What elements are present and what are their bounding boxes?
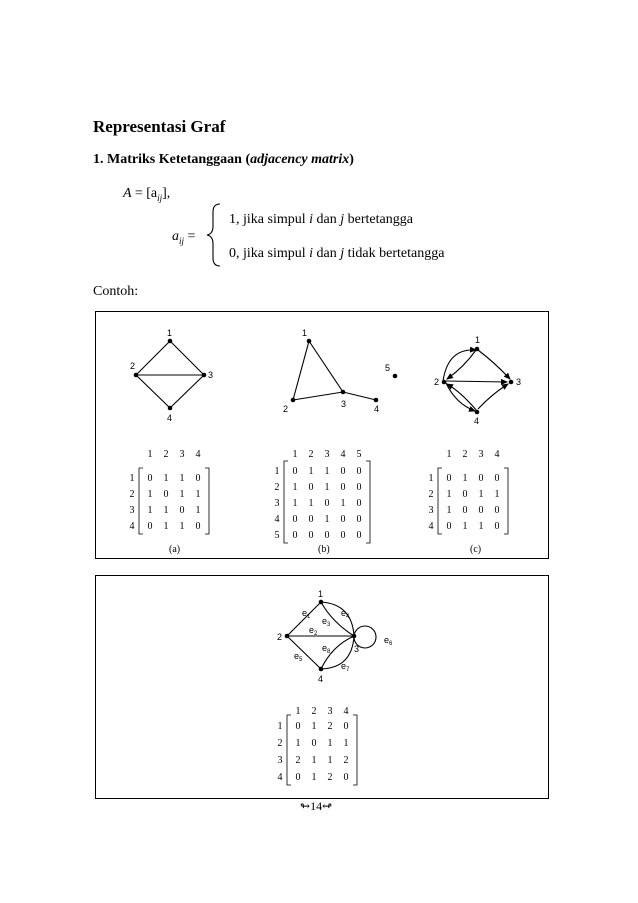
node <box>341 390 346 395</box>
matrix-cell: 2 <box>327 772 333 783</box>
matrix-cell: 0 <box>295 721 301 732</box>
matrix-cell: 0 <box>340 530 346 541</box>
matrix-cell: 1 <box>163 473 169 484</box>
section-name: Matriks Ketetanggaan <box>107 152 242 167</box>
edge-label: $e_5$ <box>294 651 303 663</box>
matrix-col-label: 3 <box>324 449 330 460</box>
matrix-cell: 0 <box>195 473 201 484</box>
node <box>319 667 324 672</box>
node <box>168 406 173 411</box>
matrix-cell: 1 <box>324 514 330 525</box>
matrix-row-label: 2 <box>274 482 280 493</box>
edge-label: $e_4$ <box>341 608 350 620</box>
matrix-col-label: 2 <box>311 706 317 717</box>
matrix-cell: 1 <box>292 482 298 493</box>
matrix-cell: 1 <box>179 521 185 532</box>
matrix-bracket-right <box>366 461 370 543</box>
matrix-cell: 0 <box>311 738 317 749</box>
node <box>319 600 324 605</box>
matrix-cell: 1 <box>494 489 500 500</box>
page-title: Representasi Graf <box>93 117 226 136</box>
matrix-cell: 0 <box>179 505 185 516</box>
node-label: 1 <box>302 328 308 338</box>
matrix-bracket-right <box>504 468 508 534</box>
matrix-cell: 0 <box>324 498 330 509</box>
matrix-cell: 1 <box>478 521 484 532</box>
node-label: 3 <box>516 377 522 387</box>
matrix-cell: 0 <box>292 514 298 525</box>
matrix-cell: 0 <box>462 505 468 516</box>
matrix-cell: 1 <box>324 466 330 477</box>
matrix-row-label: 2 <box>428 489 434 500</box>
matrix-row-label: 4 <box>277 772 283 783</box>
matrix-cell: 0 <box>292 466 298 477</box>
node-label: 5 <box>385 363 391 373</box>
node <box>509 380 514 385</box>
matrix-cell: 0 <box>308 514 314 525</box>
section-english: adjacency matrix <box>250 152 350 167</box>
node <box>285 634 290 639</box>
matrix-cell: 1 <box>163 521 169 532</box>
node-label: 3 <box>354 644 360 654</box>
node <box>291 398 296 403</box>
matrix-cell: 0 <box>163 489 169 500</box>
matrix-col-label: 2 <box>308 449 314 460</box>
node-label: 2 <box>434 377 440 387</box>
matrix-row-label: 3 <box>129 505 135 516</box>
matrix-cell: 0 <box>340 482 346 493</box>
matrix-cell: 1 <box>327 755 333 766</box>
matrix-cell: 0 <box>356 514 362 525</box>
matrix-cell: 1 <box>147 489 153 500</box>
node-label: 1 <box>167 328 173 338</box>
matrix-cell: 1 <box>478 489 484 500</box>
node-label: 2 <box>283 404 289 414</box>
example-label: Contoh: <box>93 284 139 299</box>
node-label: 1 <box>318 589 324 599</box>
matrix-cell: 2 <box>327 721 333 732</box>
caption-b: (b) <box>318 544 330 555</box>
matrix-cell: 0 <box>494 521 500 532</box>
section-heading: 1. Matriks Ketetanggaan (adjacency matrix) <box>93 152 354 167</box>
node-label: 4 <box>474 416 480 426</box>
case-zero: 0, jika simpul i dan j tidak bertetangga <box>229 246 445 261</box>
matrix-a <box>130 449 210 534</box>
matrix-cell: 0 <box>494 505 500 516</box>
matrix-cell: 0 <box>147 473 153 484</box>
matrix-col-label: 4 <box>340 449 346 460</box>
matrix-cell: 0 <box>356 498 362 509</box>
matrix-cell: 1 <box>324 482 330 493</box>
matrix-cell: 2 <box>295 755 301 766</box>
matrix-cell: 1 <box>179 489 185 500</box>
matrix-cell: 1 <box>195 505 201 516</box>
matrix-cell: 2 <box>343 755 349 766</box>
matrix-cell: 0 <box>308 482 314 493</box>
matrix-row-label: 1 <box>129 473 135 484</box>
matrix-col-label: 1 <box>446 449 452 460</box>
matrix-col-label: 3 <box>327 706 333 717</box>
matrix-cell: 1 <box>295 738 301 749</box>
element-definition: $a_{ij}$ = <box>172 229 196 246</box>
matrix-col-label: 4 <box>494 449 500 460</box>
node-label: 3 <box>208 370 214 380</box>
matrix-cell: 1 <box>308 466 314 477</box>
matrix-bracket-left <box>438 468 442 534</box>
matrix-cell: 0 <box>478 505 484 516</box>
matrix-col-label: 1 <box>292 449 298 460</box>
matrix-row-label: 4 <box>428 521 434 532</box>
node <box>393 374 398 379</box>
matrix-cell: 0 <box>356 466 362 477</box>
matrix-col-label: 1 <box>147 449 153 460</box>
edge-label: $e_7$ <box>341 661 350 673</box>
matrix-cell: 0 <box>195 521 201 532</box>
matrix-cell: 0 <box>340 514 346 525</box>
matrix-cell: 0 <box>446 521 452 532</box>
graph-c <box>443 350 510 411</box>
matrix-cell: 1 <box>147 505 153 516</box>
matrix-cell: 0 <box>478 473 484 484</box>
matrix-b <box>275 449 371 543</box>
page-number: ↬14↫ <box>300 799 333 813</box>
edge-label: $e_8$ <box>322 643 331 655</box>
matrix-cell: 1 <box>195 489 201 500</box>
matrix-row-label: 2 <box>129 489 135 500</box>
matrix-row-label: 5 <box>274 530 280 541</box>
edge-label: $e_1$ <box>302 608 311 620</box>
matrix-cell: 0 <box>292 530 298 541</box>
node-label: 1 <box>475 335 481 345</box>
matrix-cell: 1 <box>327 738 333 749</box>
example-box-2 <box>95 575 549 799</box>
matrix-col-label: 2 <box>163 449 169 460</box>
node <box>134 373 139 378</box>
matrix-col-label: 4 <box>343 706 349 717</box>
matrix-cell: 0 <box>340 466 346 477</box>
matrix-cell: 1 <box>308 498 314 509</box>
matrix-cell: 0 <box>446 473 452 484</box>
matrix-bracket-right <box>205 468 209 534</box>
matrix-cell: 1 <box>163 505 169 516</box>
matrix-row-label: 1 <box>274 466 280 477</box>
matrix-cell: 0 <box>462 489 468 500</box>
matrix-bracket-left <box>287 715 291 785</box>
matrix-cell: 0 <box>147 521 153 532</box>
matrix-bracket-left <box>139 468 143 534</box>
matrix-definition: $A = [a_{ij}]$, <box>123 186 171 203</box>
section-number: 1. <box>93 152 104 167</box>
node <box>168 339 173 344</box>
matrix-bracket-left <box>284 461 288 543</box>
matrix-cell: 0 <box>324 530 330 541</box>
matrix-col-label: 5 <box>356 449 362 460</box>
matrix-col-label: 4 <box>195 449 201 460</box>
case-one: 1, jika simpul i dan j bertetangga <box>229 212 413 227</box>
matrix-cell: 0 <box>295 772 301 783</box>
matrix-row-label: 3 <box>428 505 434 516</box>
matrix-cell: 0 <box>356 482 362 493</box>
edge-label: $e_3$ <box>322 616 331 628</box>
matrix-cell: 0 <box>308 530 314 541</box>
matrix-row-label: 1 <box>428 473 434 484</box>
matrix-row-label: 3 <box>277 755 283 766</box>
matrix-c <box>429 449 509 534</box>
matrix-cell: 1 <box>311 772 317 783</box>
matrix-cell: 1 <box>446 489 452 500</box>
matrix-cell: 1 <box>446 505 452 516</box>
matrix-cell: 0 <box>494 473 500 484</box>
node <box>202 373 207 378</box>
node-label: 3 <box>341 399 347 409</box>
graph-b <box>293 341 376 400</box>
node <box>352 634 357 639</box>
multigraph <box>96 576 548 798</box>
node <box>475 410 480 415</box>
matrix-cell: 0 <box>343 721 349 732</box>
matrix-cell: 1 <box>311 755 317 766</box>
matrix-row-label: 4 <box>274 514 280 525</box>
node-label: 2 <box>277 632 283 642</box>
matrix-cell: 1 <box>179 473 185 484</box>
node-label: 4 <box>318 674 324 684</box>
matrix-cell: 1 <box>311 721 317 732</box>
curly-brace <box>205 202 225 268</box>
matrix-row-label: 3 <box>274 498 280 509</box>
matrix-cell: 1 <box>340 498 346 509</box>
example-box-1 <box>95 311 549 559</box>
matrix-d <box>278 706 358 785</box>
matrix-cell: 0 <box>356 530 362 541</box>
node <box>442 380 447 385</box>
graph-a <box>136 341 204 408</box>
node-label: 4 <box>374 404 380 414</box>
node <box>374 398 379 403</box>
matrix-cell: 1 <box>462 473 468 484</box>
matrix-bracket-right <box>353 715 357 785</box>
matrix-cell: 1 <box>292 498 298 509</box>
matrix-col-label: 2 <box>462 449 468 460</box>
matrix-col-label: 1 <box>295 706 301 717</box>
caption-c: (c) <box>470 544 482 555</box>
edge-label: $e_2$ <box>309 625 318 637</box>
edge-label: $e_6$ <box>384 635 393 647</box>
matrix-cell: 0 <box>343 772 349 783</box>
node-label: 2 <box>130 361 136 371</box>
matrix-cell: 1 <box>343 738 349 749</box>
matrix-col-label: 3 <box>478 449 484 460</box>
node-label: 4 <box>167 413 173 423</box>
node <box>475 347 480 352</box>
matrix-row-label: 4 <box>129 521 135 532</box>
graphs-abc <box>96 312 548 558</box>
node <box>307 339 312 344</box>
caption-a: (a) <box>169 544 181 555</box>
matrix-row-label: 1 <box>277 721 283 732</box>
matrix-cell: 1 <box>462 521 468 532</box>
matrix-col-label: 3 <box>179 449 185 460</box>
matrix-row-label: 2 <box>277 738 283 749</box>
